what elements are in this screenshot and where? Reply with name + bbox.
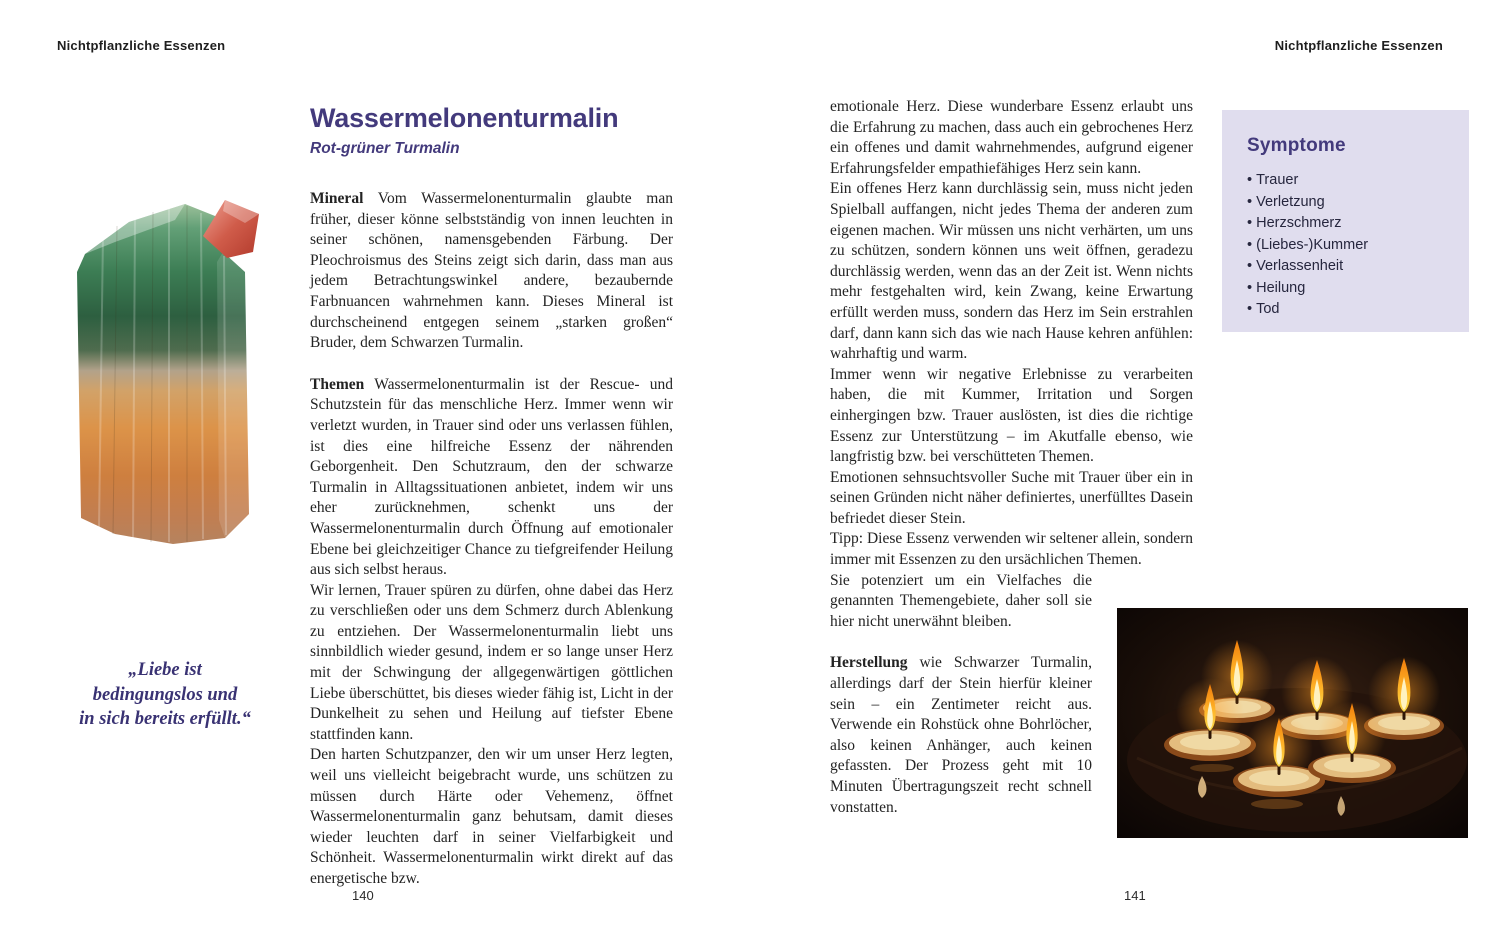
paragraph-text: Vom Wassermelonenturmalin glaubte man früher, dieser könne selbstständig von innen leuchten in seiner schönen, namensgebenden Färbung. Der Pleochroismus des Steins zeigt sich darin, dass man aus jedem Betrachtungswinkel andere, bezaubernde Farbnuancen wahrnehmen kann. Dieses Mineral ist durchscheinend entgegen seinem „starken großen“ Bruder, dem Schwarzen Turmalin. [310, 190, 673, 352]
pull-quote-line: bedingungslos und [92, 684, 238, 705]
body-paragraph: Tipp: Diese Essenz verwenden wir seltener allein, sondern immer mit Essenzen zu den ursächlichen Themen. [830, 530, 1193, 569]
left-column [310, 189, 673, 890]
pull-quote [40, 658, 290, 732]
page-subtitle: Rot-grüner Turmalin [310, 140, 460, 157]
symptome-item: • Verlassenheit [1247, 256, 1451, 278]
paragraph-lead: Herstellung [830, 654, 908, 672]
paragraph-lead: Themen [310, 375, 365, 393]
symptome-list [1247, 170, 1451, 321]
body-paragraph [830, 653, 1092, 818]
page-title: Wassermelonenturmalin [310, 103, 619, 133]
page-number-right: 141 [1124, 888, 1146, 903]
body-paragraph [310, 375, 673, 581]
paragraph-text: Wassermelonenturmalin ist der Rescue- und Schutzstein für das menschliche Herz. Immer wenn wir verletzt wurden, in Trauer sind oder uns verlassen fühlen, ist dies eine hilfreiche Essenz der nährenden Geborgenheit. Den Schutzraum, den der schwarze Turmalin in Alltagssituationen anbietet, indem wir uns eher zurücknehmen, schenkt uns der Wassermelonenturmalin durch Öffnung auf emotionaler Ebene bei gleichzeitiger Chance zu tiefgreifender Heilung aus sich selbst heraus. [310, 375, 673, 579]
body-paragraph: Den harten Schutzpanzer, den wir um unser Herz legten, weil uns vielleicht beigebracht wurde, uns schützen zu müssen durch Härte oder Vehemenz, öffnet Wassermelonenturmalin ganz behutsam, damit dieses wieder leuchten darf in seiner Vielfarbigkeit und Schönheit. Wassermelonenturmalin wirkt direkt auf das energetische bzw. [310, 746, 673, 887]
pull-quote-line: in sich bereits erfüllt.“ [79, 709, 251, 729]
body-paragraph: Wir lernen, Trauer spüren zu dürfen, ohne dabei das Herz zu verschließen oder uns dem Schmerz durch Ablenkung zu entziehen. Der Wassermelonenturmalin liebt uns sinnbildlich wieder gesund, indem er so lange unser Herz mit der Schwingung der allgegenwärtigen göttlichen Liebe überschüttet, bis dieses wieder fähig ist, Licht in der Dunkelheit zu sehen und Heilung auf tiefster Ebene stattfinden kann. [310, 581, 673, 743]
running-header-left: Nichtpflanzliche Essenzen [57, 38, 226, 53]
paragraph-lead: Mineral [310, 190, 364, 207]
watermelon-tourmaline-illustration [57, 192, 267, 548]
running-header-right: Nichtpflanzliche Essenzen [1274, 38, 1443, 53]
paragraph-text: wie Schwarzer Turmalin, allerdings darf der Stein hierfür kleiner sein – ein Zentimeter reicht aus. Verwende ein Rohstück ohne Bohrlöcher, also keinen Anhänger, auch keinen gefassten. Der Prozess geht mit 10 Minuten Übertragungszeit recht schnell vonstatten. [830, 654, 1093, 816]
body-paragraph: Immer wenn wir negative Erlebnisse zu verarbeiten haben, die mit Kummer, Irritation und Sorgen einhergingen bzw. Trauer auslösten, ist dies die richtige Essenz zur Unterstützung – im Akutfalle ebenso, wie langfristig bzw. bei verschütteten Themen. [830, 365, 1193, 466]
symptome-item: • Trauer [1247, 170, 1451, 192]
symptome-box [1222, 110, 1469, 332]
body-paragraph: Emotionen sehnsuchtsvoller Suche mit Trauer über ein in seinen Gründen nicht näher definiertes, unerfülltes Dasein befriedet dieser Stein. [830, 468, 1193, 527]
pull-quote-line: „Liebe ist [128, 660, 202, 680]
symptome-item: • (Liebes-)Kummer [1247, 235, 1451, 257]
body-paragraph: Ein offenes Herz kann durchlässig sein, muss nicht jeden Spielball auffangen, nicht jedes Thema der anderen zum eigenen machen. Wir müssen uns nicht verhärten, um uns zu schützen, sondern können uns weit öffnen, geradezu durchlässig werden, wenn das an der Zeit ist. Wenn nichts mehr festgehalten wird, kein Zwang, keine Erwartung erfüllt werden muss, sondern das Herz im Sein erstrahlen darf, dann kann sich das wie nach Hause kehren anfühlen: wahrhaftig und warm. [830, 180, 1193, 363]
body-paragraph: Sie potenziert um ein Vielfaches die genannten Themengebiete, daher soll sie hier nicht unerwähnt bleiben. [830, 571, 1092, 630]
candles-photo [1117, 608, 1468, 838]
symptome-item: • Tod [1247, 299, 1451, 321]
symptome-item: • Heilung [1247, 278, 1451, 300]
title-block [310, 103, 690, 158]
symptome-item: • Herzschmerz [1247, 213, 1451, 235]
crystal-photo [57, 192, 267, 548]
body-paragraph: emotionale Herz. Diese wunderbare Essenz erlaubt uns die Erfahrung zu machen, dass auch ein gebrochenes Herz ein offenes und damit wahrnehmendes, aufgrund eigener Erfahrungsfelder empathiefähiges Herz sein kann. [830, 98, 1193, 177]
symptome-title: Symptome [1247, 135, 1346, 156]
page-number-left: 140 [352, 888, 374, 903]
symptome-item: • Verletzung [1247, 192, 1451, 214]
floating-candles-illustration [1117, 608, 1468, 838]
body-paragraph [310, 189, 673, 354]
